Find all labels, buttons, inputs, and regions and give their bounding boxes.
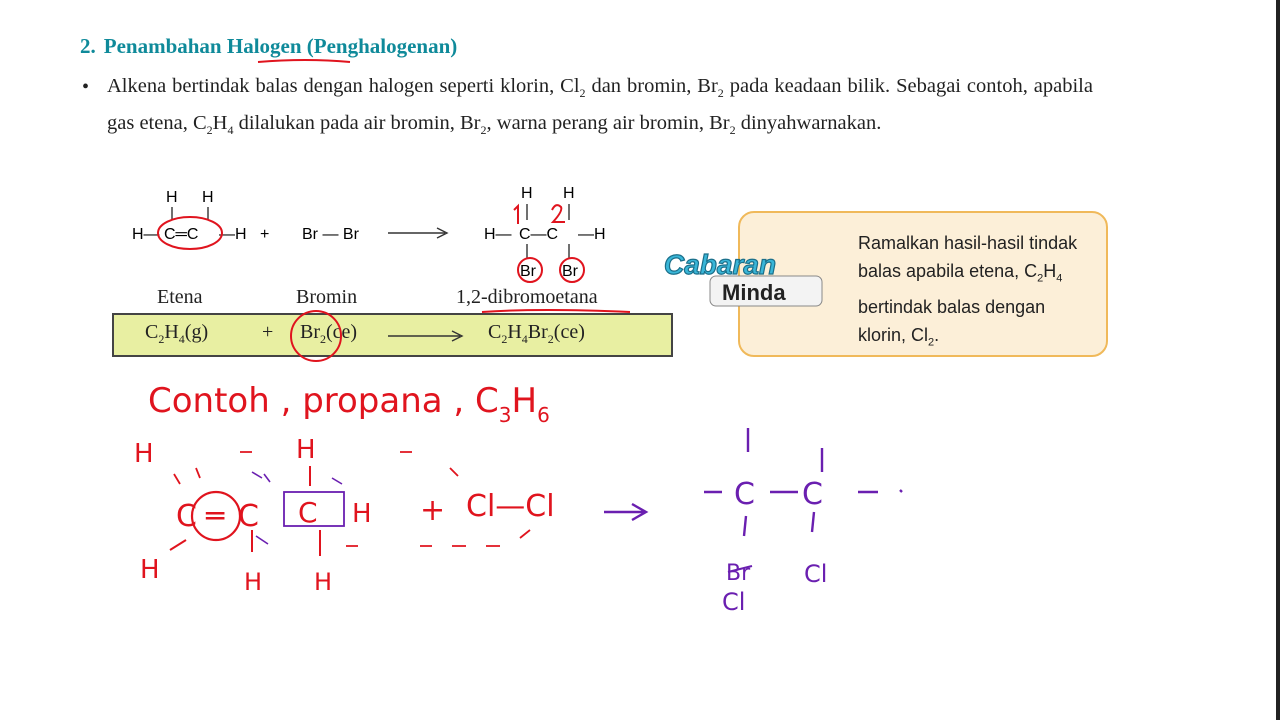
hw-product-c-2: C — [802, 477, 823, 512]
bromine-molecule: Br — Br — [302, 226, 359, 243]
ethene-h-top-right: H — [202, 189, 214, 206]
eq-text: Br — [527, 321, 548, 343]
hw-chlorine: Cl—Cl — [466, 489, 555, 524]
product-h-top-right: H — [563, 185, 575, 202]
logo-minda: Minda — [722, 280, 786, 305]
product-br-right: Br — [562, 263, 578, 280]
equation-arrow — [386, 330, 466, 342]
hw-purple-marks — [252, 472, 342, 544]
hw-product-br-struck: Br — [726, 561, 751, 586]
para-sub: 2 — [579, 86, 586, 101]
eq-text: C — [488, 321, 502, 343]
hw-plus: + — [420, 493, 446, 528]
hw-h-right: H — [352, 499, 372, 529]
para-text: dan bromin, Br — [585, 75, 718, 97]
eq-text: Br — [300, 321, 320, 343]
note-text: Ramalkan hasil-hasil tindak balas apabila etena, C — [858, 233, 1078, 281]
logo-cabaran: Cabaran — [664, 249, 777, 280]
hw-c-1: C — [176, 499, 197, 534]
product-h-left: H— — [484, 226, 512, 243]
bromine-circle-annotation — [288, 305, 348, 365]
equation-plus: + — [262, 321, 274, 343]
eq-text: (ce) — [326, 321, 358, 343]
halogen-underline — [256, 56, 356, 68]
ethene-double-bond: C═C — [164, 226, 199, 243]
right-border — [1276, 0, 1280, 720]
para-sub: 2 — [480, 122, 487, 137]
ethene-h-top-left: H — [166, 189, 178, 206]
note-text: bertindak balas dengan klorin, Cl — [858, 296, 1046, 345]
product-br-left: Br — [520, 263, 536, 280]
bullet-marker: • — [82, 76, 90, 98]
hw-product-cl-1: Cl — [722, 588, 746, 616]
reaction-diagram — [120, 176, 640, 286]
para-text: dilalukan pada air bromin, Br — [233, 111, 481, 134]
section-number: 2. — [80, 34, 96, 58]
para-text: pada keadaan bilik. Sebagai contoh, apabila gas etena, C — [107, 75, 1093, 134]
hw-h-top-left: H — [134, 439, 154, 469]
para-text: H — [212, 111, 228, 134]
note-sub: 2 — [928, 336, 935, 349]
para-text: dinyahwarnakan. — [735, 111, 882, 134]
para-sub: 4 — [227, 122, 234, 137]
intro-paragraph — [107, 72, 1093, 145]
product-carbon-chain: C—C — [519, 226, 559, 243]
cabaran-minda-text — [858, 229, 1098, 356]
heading-word-1: Penambahan — [103, 34, 222, 58]
handwritten-number-1 — [514, 206, 518, 224]
para-sub: 2 — [206, 122, 213, 137]
equation-product — [488, 321, 585, 347]
para-text: Alkena bertindak balas dengan halogen seperti klorin, Cl — [107, 75, 580, 97]
eq-text: H — [507, 321, 522, 343]
eq-sub: 4 — [178, 332, 185, 346]
hw-c-3: C — [298, 496, 318, 529]
eq-sub: 2 — [547, 332, 554, 346]
handwritten-notes — [0, 360, 1000, 620]
eq-sub: 2 — [501, 332, 508, 346]
hw-c-2: C — [238, 499, 259, 534]
label-bromin: Bromin — [296, 286, 358, 308]
plus-sign: + — [260, 226, 270, 243]
handwritten-line-1: Contoh , propana , $C_3H_6$ — [148, 381, 550, 427]
hw-arrow — [604, 504, 646, 520]
para-sub: 2 — [717, 86, 724, 101]
hw-product-c-1: C — [734, 477, 755, 512]
eq-sub: 2 — [320, 332, 326, 346]
para-text: , warna perang air bromin, Br — [486, 111, 730, 134]
hw-h-bottom-1: H — [244, 568, 263, 596]
hw-h-bottom-2: H — [314, 568, 333, 596]
note-sub: 2 — [1037, 272, 1044, 285]
product-h-top-left: H — [521, 185, 533, 202]
heading-word-3: (Penghalogenan) — [306, 34, 458, 58]
hw-h-top: H — [296, 435, 316, 465]
label-dibromoetana: 1,2-dibromoetana — [456, 286, 598, 308]
eq-sub: 2 — [158, 332, 165, 346]
ethene-h-left: H— — [132, 226, 160, 243]
equation-ethene — [145, 321, 208, 347]
para-sub: 2 — [729, 122, 736, 137]
handwritten-number-2 — [552, 205, 565, 222]
eq-text: H — [164, 321, 179, 343]
note-sub: 4 — [1056, 272, 1063, 285]
hw-double-bond: ═ — [206, 499, 225, 534]
heading-word-halogen: Halogen — [226, 34, 302, 58]
hw-h-bottom-left: H — [140, 555, 160, 585]
eq-text: (g) — [184, 321, 209, 343]
note-text: H — [1043, 261, 1057, 281]
label-etena: Etena — [157, 286, 203, 308]
hw-product-cl-2: Cl — [804, 560, 828, 588]
eq-text: (ce) — [553, 321, 585, 343]
ethene-h-right: —H — [219, 226, 247, 243]
cabaran-minda-logo — [660, 238, 830, 310]
note-text: . — [934, 324, 940, 345]
product-h-right: —H — [578, 226, 606, 243]
eq-text: C — [145, 321, 159, 343]
eq-sub: 4 — [521, 332, 528, 346]
